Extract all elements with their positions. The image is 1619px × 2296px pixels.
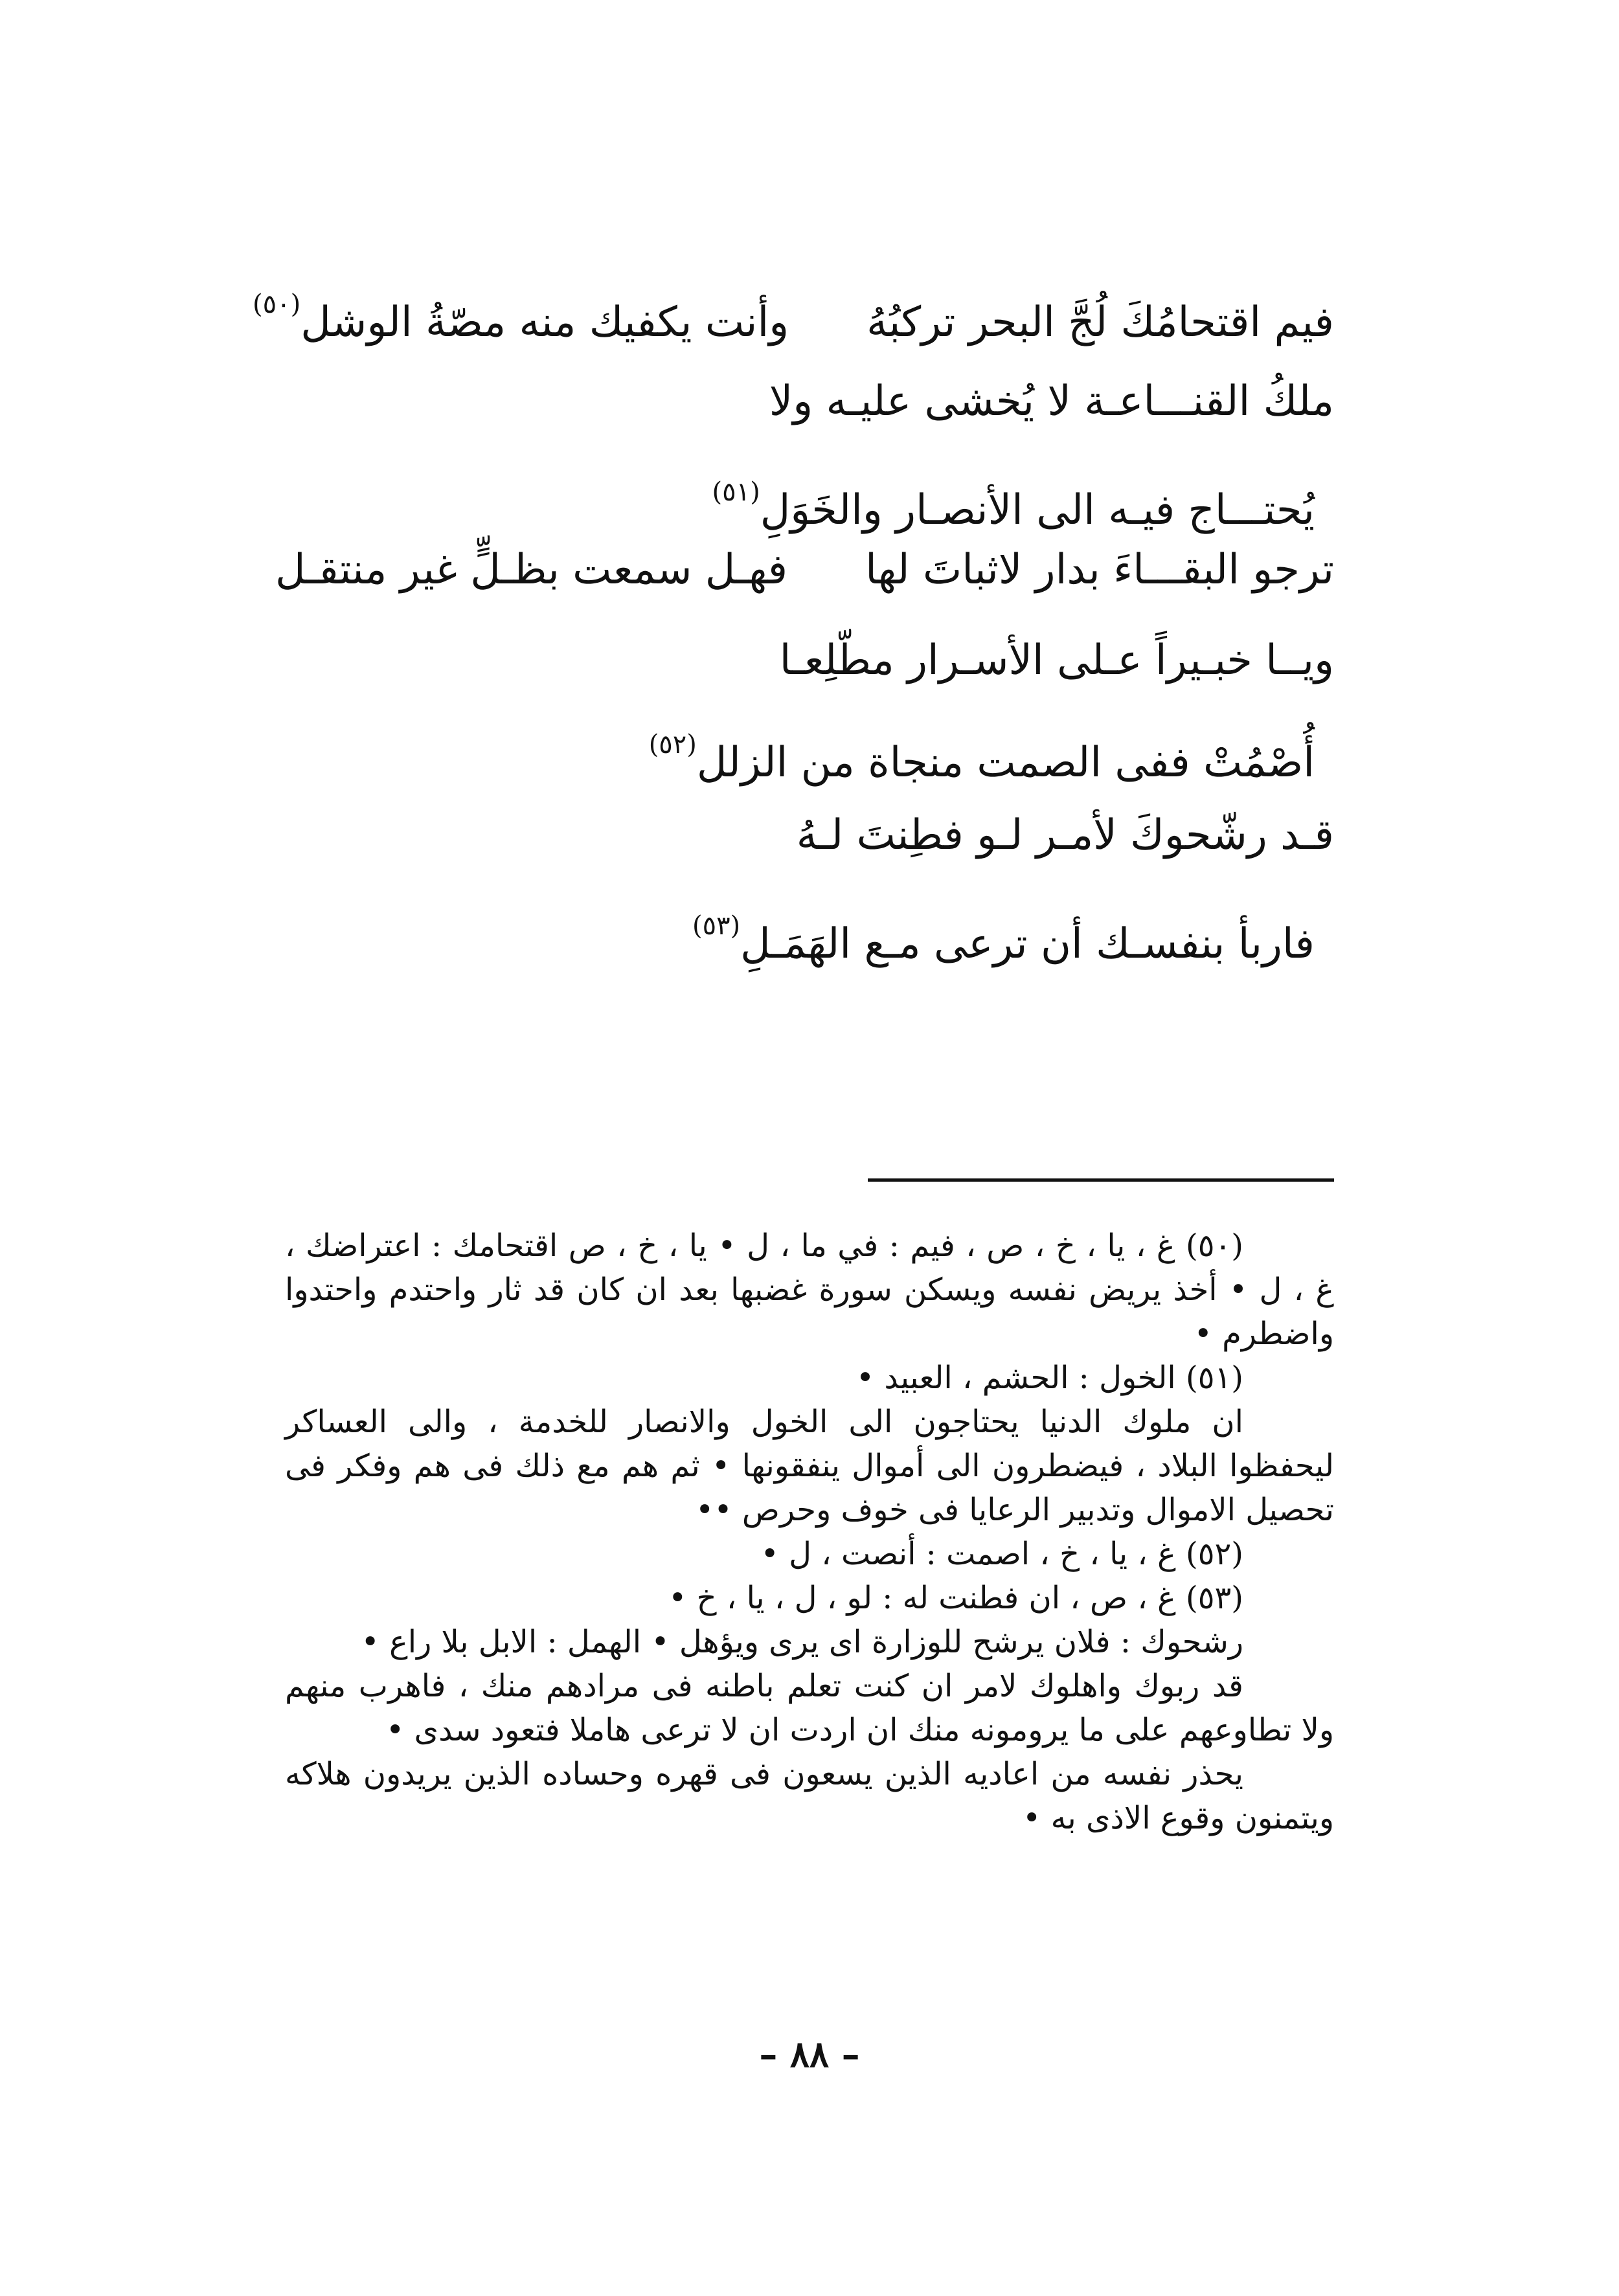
verse-hemistich-second: فهـل سمعت بظـلٍّ غير منتقـل	[275, 546, 788, 594]
verse-line-7	[797, 796, 1334, 874]
footnotes-block	[285, 1224, 1334, 1840]
verse-hemistich-second: وأنت يكفيك منه مصّةُ الوشل	[300, 298, 789, 346]
verse-line-4	[275, 531, 1334, 609]
verse-line-1	[253, 265, 1334, 346]
footnote-separator	[868, 1178, 1334, 1182]
verse-line-2	[769, 363, 1334, 440]
footnote-paragraph: رشحوك : فلان يرشح للوزارة اى يرى ويؤهل • الهمل : الابل بلا راع •	[361, 1624, 1243, 1660]
verse-hemistich-first: قـد رشّحوكَ لأمـر لـو فطِنتَ لـهُ	[796, 811, 1334, 859]
footnote-marker: (٥٣)	[692, 911, 741, 941]
verse-line-6	[648, 706, 1315, 787]
footnote-paragraph: يحذر نفسه من اعاديه الذين يسعون فى قهره وحساده الذين يريدون هلاكه ويتمنون وقوع الاذى به •	[285, 1756, 1334, 1836]
footnote-paragraph: قد ربوك واهلوك لامر ان كنت تعلم باطنه فى مرادهم منك ، فاهرب منهم ولا تطاوعهم على ما يرومونه منك ان اردت ان لا ترعى هاملا فتعود سدى •	[285, 1668, 1334, 1748]
verse-hemistich-first: فيم اقتحامُكَ لُجَّ البحر تركبُهُ	[866, 298, 1334, 346]
footnote-paragraph: (٥٠) غ ، يا ، خ ، ص ، فيم : في ما ، ل • يا ، خ ، ص اقتحامك : اعتراضك ، غ ، ل • أخذ يريض نفسه ويسكن سورة غضبها بعد ان كان قد ثار واحتدم واحتدوا واضطرم •	[285, 1228, 1334, 1352]
verse-hemistich-first: ملكُ القنـــاعـة لا يُخشى عليـه ولا	[769, 377, 1334, 425]
verse-line-5	[780, 622, 1334, 699]
footnote-paragraph: ان ملوك الدنيا يحتاجون الى الخول والانصار للخدمة ، والى العساكر ليحفظوا البلاد ، فيضطرون الى أموال ينفقونها • ثم هم مع ذلك فى هم وفكر فى تحصيل الاموال وتدبير الرعايا فى خوف وحرص ••	[285, 1404, 1335, 1528]
footnote-paragraph: (٥٣) غ ، ص ، ان فطنت له : لو ، ل ، يا ، خ •	[668, 1580, 1243, 1616]
verse-hemistich-first: ويــا خبـيراً عـلى الأسـرار مطّلِعـا	[779, 636, 1334, 684]
verse-hemistich-second: يُحتـــاج فيـه الى الأنصـار والخَوَلِ	[760, 486, 1315, 534]
footnote-marker: (٥٢)	[648, 730, 697, 760]
footnote-paragraph: (٥١) الخول : الحشم ، العبيد •	[855, 1360, 1243, 1396]
verse-line-3	[712, 453, 1315, 534]
footnote-paragraph: (٥٢) غ ، يا ، خ ، اصمت : أنصت ، ل •	[760, 1536, 1243, 1572]
page-number: – ٨٨ –	[759, 2033, 860, 2076]
verse-line-8	[692, 887, 1315, 968]
footnote-marker: (٥٠)	[253, 289, 301, 319]
verse-hemistich-second: أُصْمُتْ ففى الصمت منجاة من الزلل	[696, 739, 1315, 787]
verse-hemistich-first: ترجو البقـــاءَ بدار لاثباتَ لها	[865, 546, 1334, 594]
verse-hemistich-second: فاربأ بنفسـك أن ترعى مـع الهَمَـلِ	[740, 920, 1315, 968]
footnote-marker: (٥١)	[712, 477, 760, 507]
